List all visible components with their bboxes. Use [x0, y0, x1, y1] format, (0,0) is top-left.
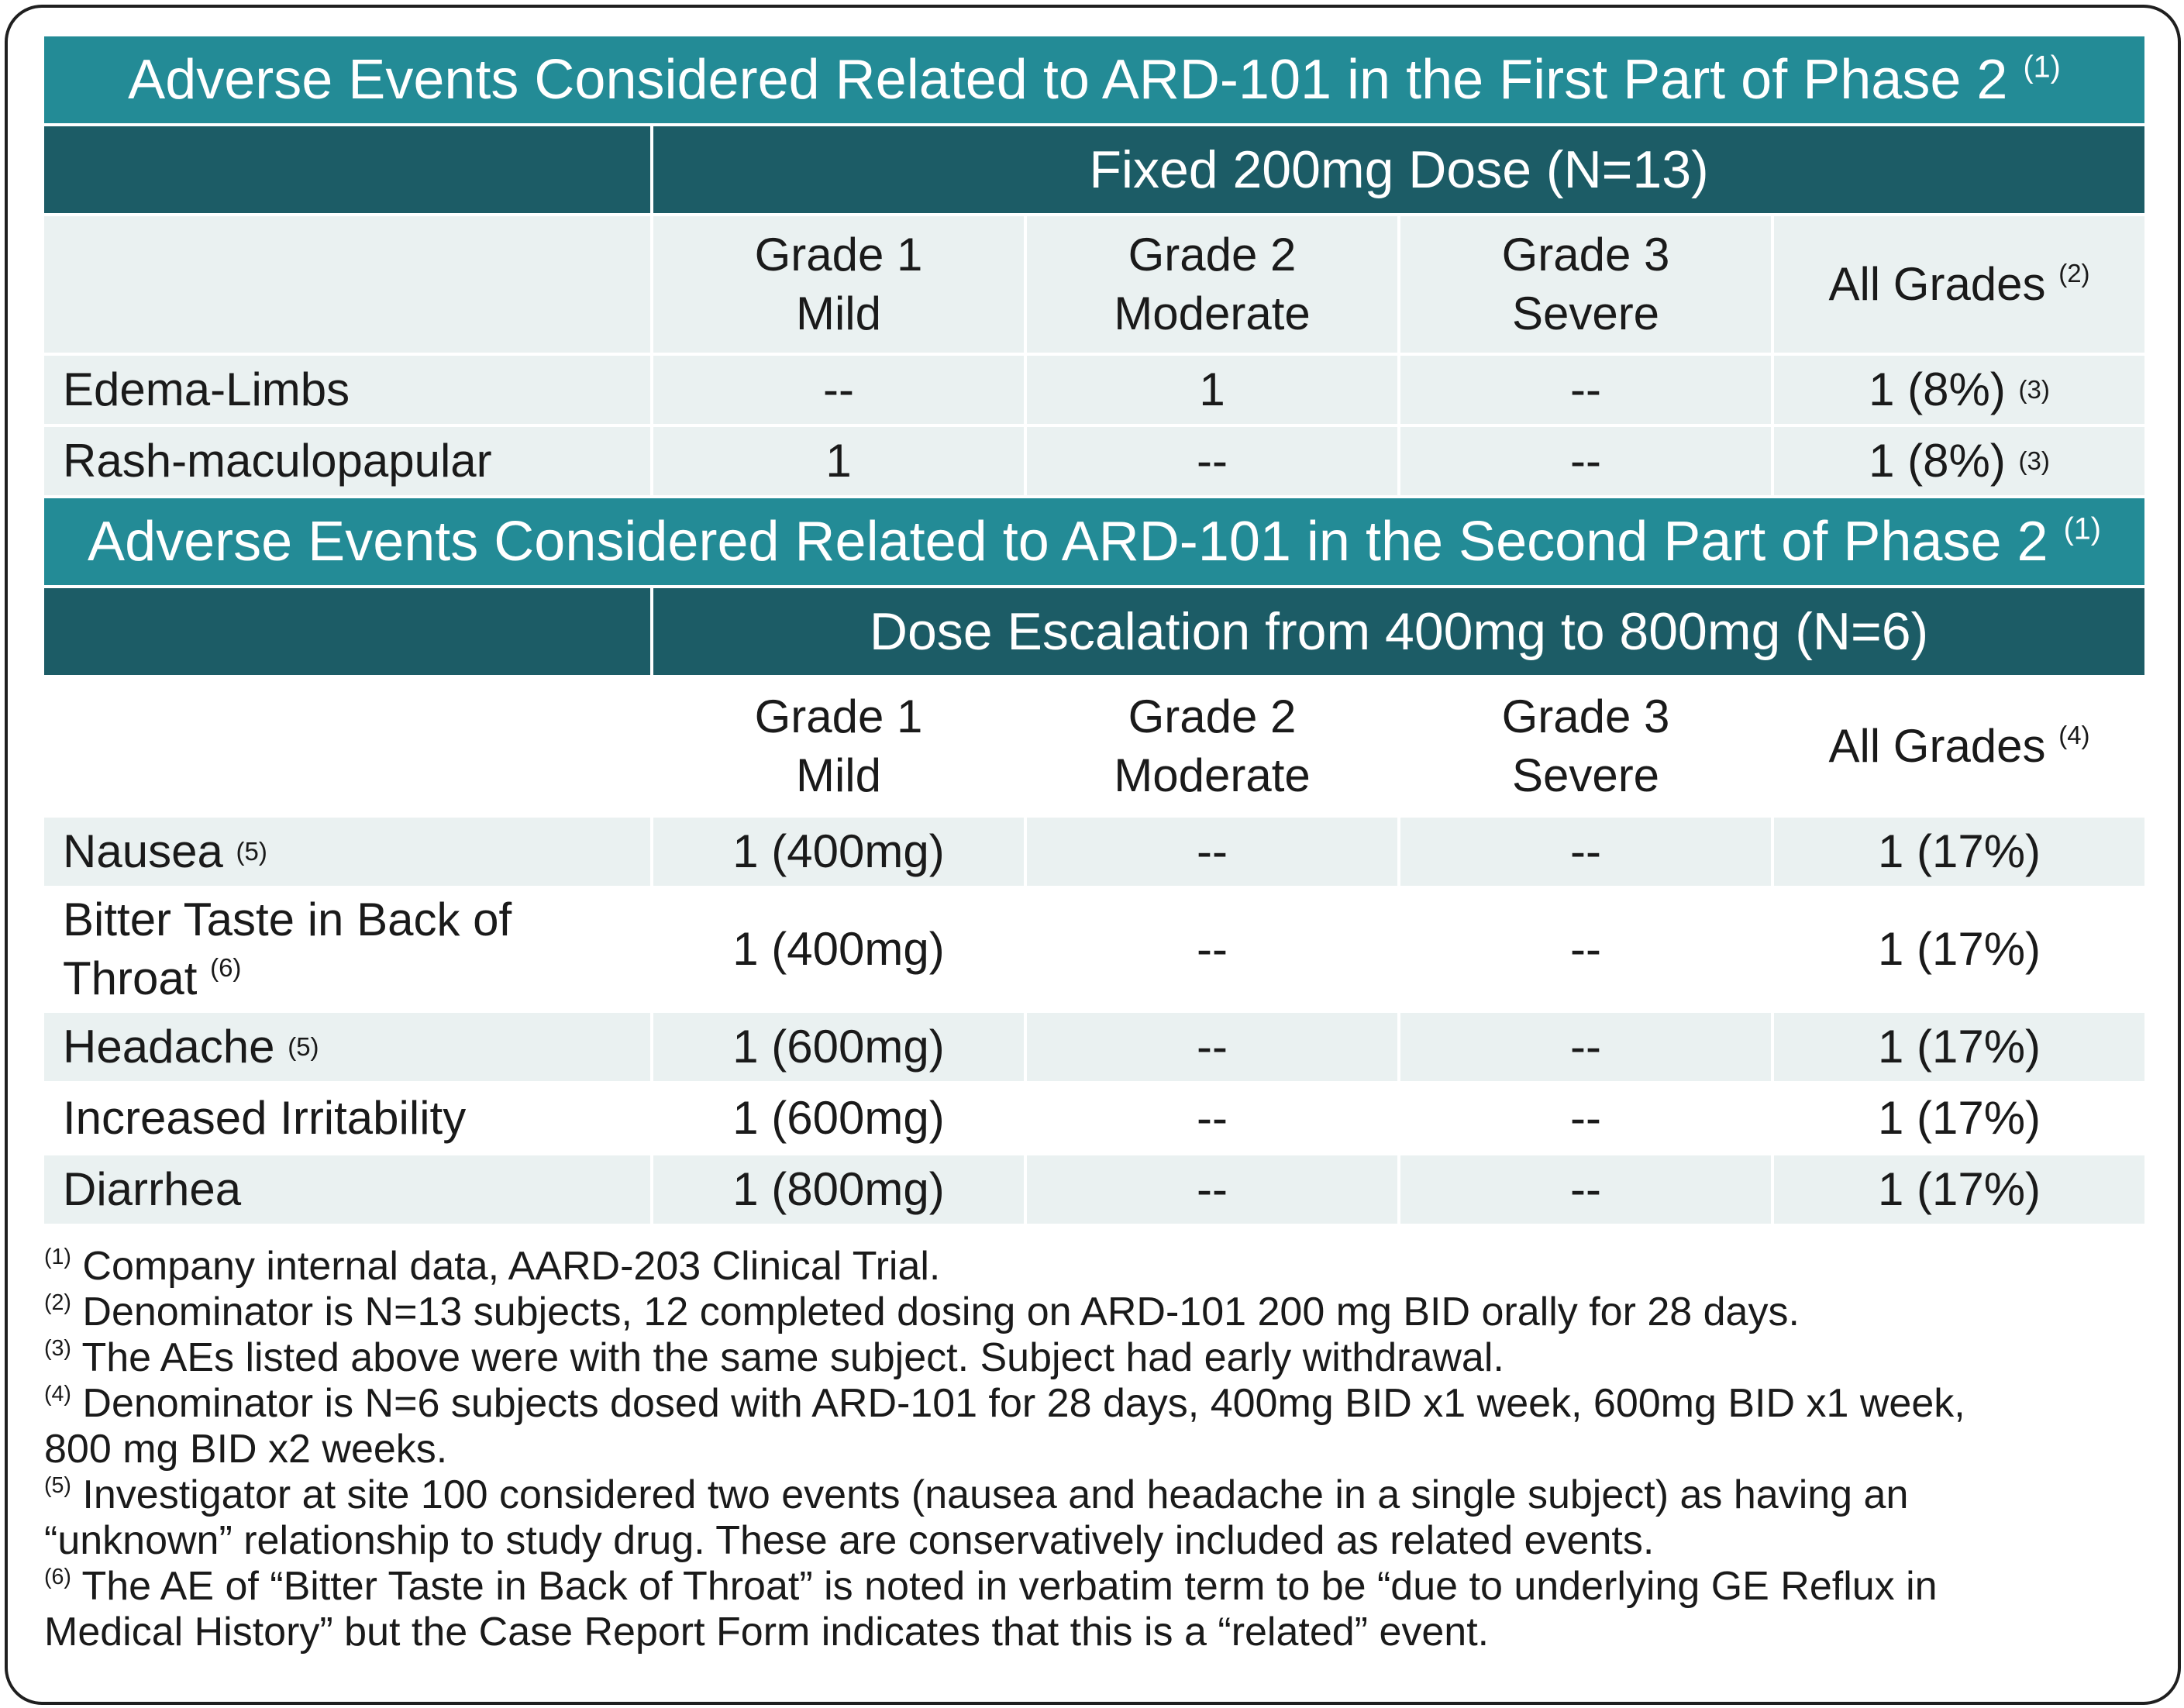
- event-header-blank: [44, 678, 650, 814]
- grade1-header: [650, 216, 1024, 353]
- event-header-blank: [44, 216, 650, 353]
- all-grades-label: All Grades: [1828, 720, 2046, 772]
- section1-title-text: Adverse Events Considered Related to ARD-101 in the First Part of Phase 2: [128, 49, 2008, 111]
- table-row: [44, 889, 2144, 1010]
- footnote-text: Denominator is N=13 subjects, 12 completed dosing on ARD-101 200 mg BID orally for 28 days.: [82, 1290, 1800, 1334]
- all-grades-header: [1771, 216, 2144, 353]
- grade3-value: --: [1397, 1084, 1771, 1152]
- grade-severity: Severe: [1511, 288, 1660, 339]
- section1-grade-header: [44, 216, 2144, 353]
- grade-title: Grade 1: [754, 690, 923, 742]
- grade2-header: [1024, 216, 1397, 353]
- event-text: Increased Irritability: [63, 1092, 467, 1144]
- grade3-value: --: [1397, 1013, 1771, 1081]
- grade-severity: Mild: [795, 288, 881, 339]
- footnote-text-cont: 800 mg BID x2 weeks.: [44, 1427, 448, 1472]
- grade1-value: 1: [650, 427, 1024, 495]
- footnote-text: Denominator is N=6 subjects dosed with ARD-101 for 28 days, 400mg BID x1 week, 600mg BID x1 week,: [82, 1381, 1965, 1426]
- footnote-text: The AEs listed above were with the same subject. Subject had early withdrawal.: [81, 1335, 1504, 1380]
- footnote-4: [44, 1381, 2144, 1472]
- all-value-text: 1 (8%): [1869, 363, 2006, 415]
- section1-title: [44, 36, 2144, 123]
- all-grades-value: 1 (8%) (3): [1771, 427, 2144, 495]
- grade1-value: 1 (800mg): [650, 1155, 1024, 1224]
- grade2-value: --: [1024, 427, 1397, 495]
- footnote-ref: (3): [44, 1335, 71, 1361]
- grade-severity: Severe: [1511, 749, 1660, 801]
- all-grades-value: 1 (8%) (3): [1771, 356, 2144, 424]
- event-name: Nausea (5): [44, 818, 650, 886]
- table-row: [44, 356, 2144, 424]
- grade-severity: Moderate: [1114, 749, 1311, 801]
- event-name: [44, 356, 650, 424]
- grade3-value: --: [1397, 356, 1771, 424]
- all-grades-value: 1 (17%): [1771, 1084, 2144, 1152]
- event-text-line1: Bitter Taste in Back of: [63, 894, 512, 945]
- grade1-value: 1 (600mg): [650, 1013, 1024, 1081]
- all-grades-ref: (2): [2058, 258, 2090, 288]
- grade1-value: 1 (600mg): [650, 1084, 1024, 1152]
- adverse-events-document: [44, 36, 2144, 1655]
- footnotes: [44, 1244, 2144, 1655]
- all-grades-header: [1771, 678, 2144, 814]
- event-name: [44, 1084, 650, 1152]
- event-text-line2: Throat: [63, 952, 198, 1004]
- grade2-value: --: [1024, 1155, 1397, 1224]
- document-frame: [5, 5, 2181, 1705]
- event-text: Headache: [63, 1021, 275, 1073]
- footnote-ref: (5): [44, 1472, 71, 1498]
- grade3-value: --: [1397, 818, 1771, 886]
- grade3-value: --: [1397, 427, 1771, 495]
- footnote-text-cont: Medical History” but the Case Report Form indicates that this is a “related” event.: [44, 1610, 1490, 1655]
- table-row: [44, 1155, 2144, 1224]
- footnote-3: [44, 1335, 2144, 1381]
- grade2-value: --: [1024, 818, 1397, 886]
- footnote-6: [44, 1564, 2144, 1655]
- event-text: Edema-Limbs: [63, 363, 350, 415]
- section2-title-text: Adverse Events Considered Related to ARD-101 in the Second Part of Phase 2: [88, 511, 2048, 573]
- grade-title: Grade 3: [1501, 690, 1670, 742]
- event-name: [44, 427, 650, 495]
- footnote-1: [44, 1244, 2144, 1290]
- event-name: [44, 889, 650, 1010]
- event-text: Rash-maculopapular: [63, 435, 492, 487]
- grade3-value: --: [1397, 1155, 1771, 1224]
- footnote-ref: (6): [44, 1564, 71, 1589]
- footnote-ref: (4): [44, 1381, 71, 1407]
- grade1-value: 1 (400mg): [650, 889, 1024, 1010]
- event-ref: (6): [210, 952, 242, 982]
- grade3-value: --: [1397, 889, 1771, 1010]
- all-grades-label: All Grades: [1828, 258, 2046, 310]
- grade1-value: 1 (400mg): [650, 818, 1024, 886]
- grade-severity: Moderate: [1114, 288, 1311, 339]
- table-row: [44, 1084, 2144, 1152]
- section1-dose-label: Fixed 200mg Dose (N=13): [650, 126, 2144, 213]
- grade-title: Grade 3: [1501, 229, 1670, 281]
- footnote-text-cont: “unknown” relationship to study drug. These are conservatively included as related events.: [44, 1518, 1655, 1563]
- grade2-value: 1: [1024, 356, 1397, 424]
- grade2-value: --: [1024, 889, 1397, 1010]
- section2-dose-row: [44, 588, 2144, 675]
- grade3-header: [1397, 678, 1771, 814]
- section2-title-ref: (1): [2063, 511, 2101, 546]
- section2-title: [44, 498, 2144, 585]
- grade2-value: --: [1024, 1013, 1397, 1081]
- grade1-value: --: [650, 356, 1024, 424]
- grade2-header: [1024, 678, 1397, 814]
- table-row: [44, 427, 2144, 495]
- dose-row-blank: [44, 588, 650, 675]
- section1-title-ref: (1): [2023, 50, 2061, 84]
- all-grades-ref: (4): [2058, 720, 2090, 749]
- table-row: [44, 818, 2144, 886]
- footnote-ref: (1): [44, 1244, 71, 1269]
- footnote-text: Company internal data, AARD-203 Clinical Trial.: [82, 1244, 941, 1289]
- footnote-text: The AE of “Bitter Taste in Back of Throat” is noted in verbatim term to be “due to underlying GE Reflux in: [81, 1564, 1938, 1609]
- grade-severity: Mild: [795, 749, 881, 801]
- grade-title: Grade 2: [1128, 229, 1297, 281]
- table-row: [44, 1013, 2144, 1081]
- event-name: Headache (5): [44, 1013, 650, 1081]
- footnote-5: [44, 1472, 2144, 1564]
- section1-dose-row: [44, 126, 2144, 213]
- event-text: Diarrhea: [63, 1163, 242, 1215]
- grade1-header: [650, 678, 1024, 814]
- footnote-2: [44, 1290, 2144, 1335]
- event-text: Nausea: [63, 825, 223, 877]
- grade3-header: [1397, 216, 1771, 353]
- footnote-ref: (2): [44, 1290, 71, 1315]
- footnote-text: Investigator at site 100 considered two events (nausea and headache in a single subject) as having an: [82, 1472, 1909, 1517]
- grade-title: Grade 2: [1128, 690, 1297, 742]
- grade-title: Grade 1: [754, 229, 923, 281]
- section2-grade-header: [44, 678, 2144, 814]
- dose-row-blank: [44, 126, 650, 213]
- all-grades-value: 1 (17%): [1771, 1155, 2144, 1224]
- grade2-value: --: [1024, 1084, 1397, 1152]
- all-value-text: 1 (8%): [1869, 435, 2006, 487]
- all-grades-value: 1 (17%): [1771, 818, 2144, 886]
- event-name: [44, 1155, 650, 1224]
- all-grades-value: 1 (17%): [1771, 889, 2144, 1010]
- all-grades-value: 1 (17%): [1771, 1013, 2144, 1081]
- section2-dose-label: Dose Escalation from 400mg to 800mg (N=6): [650, 588, 2144, 675]
